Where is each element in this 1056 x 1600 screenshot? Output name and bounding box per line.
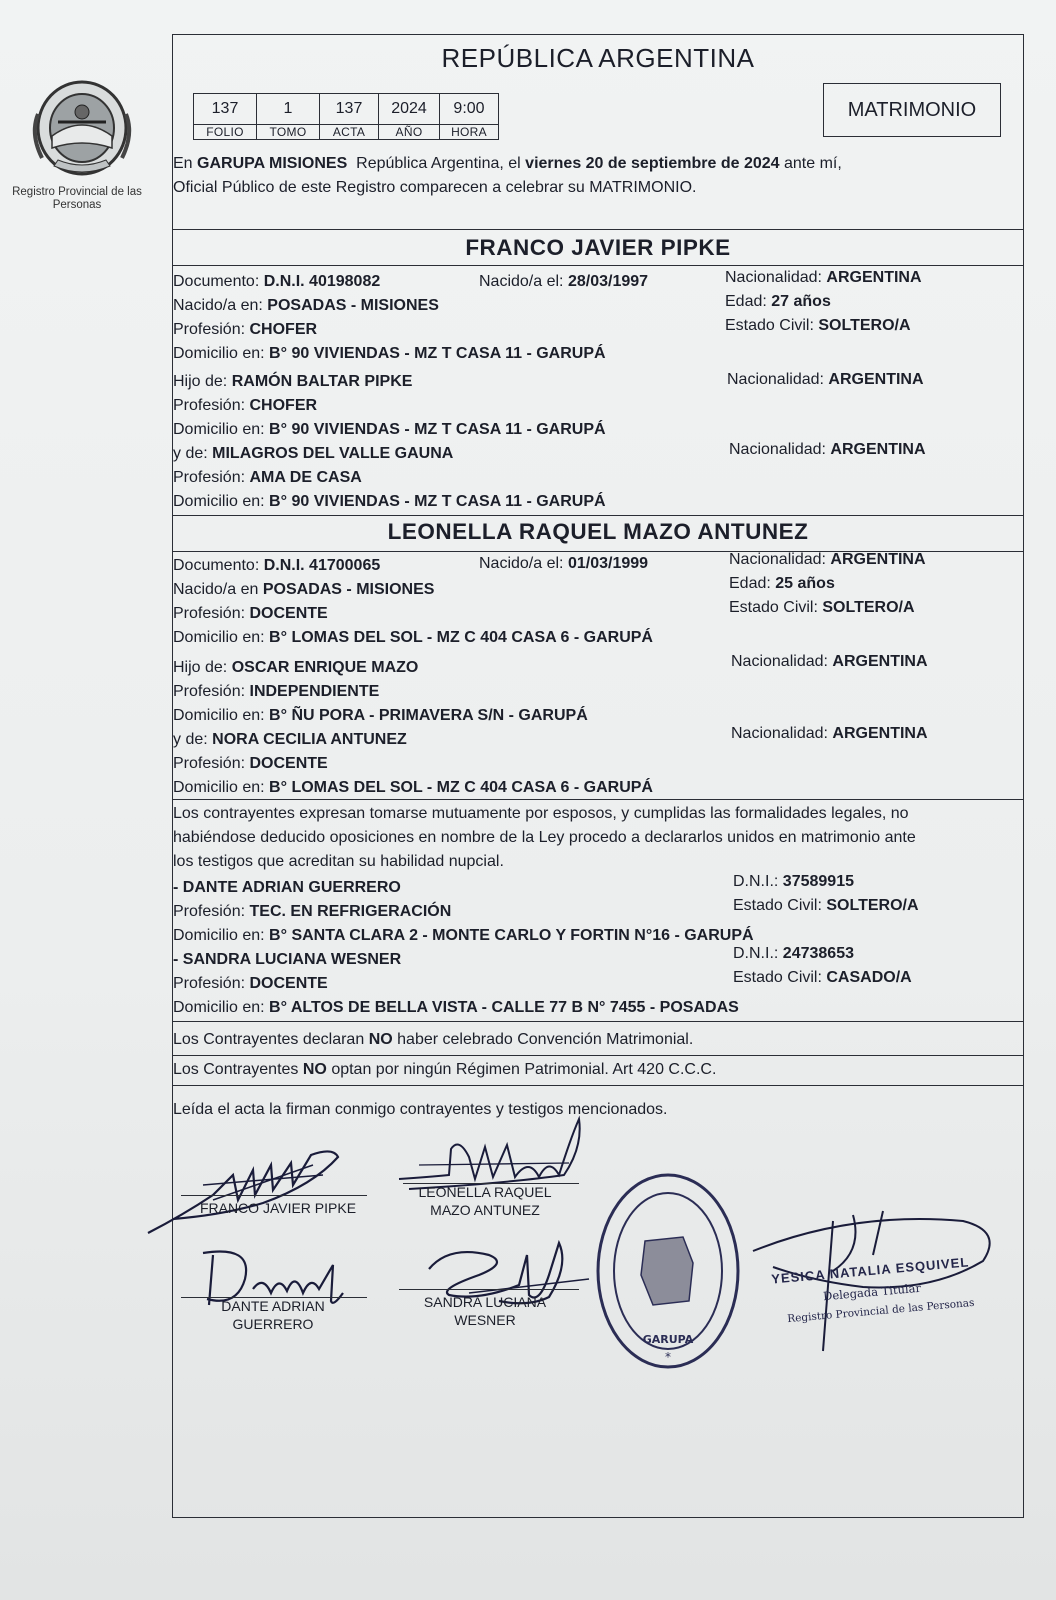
spouse2-father-address: Domicilio en: B° ÑU PORA - PRIMAVERA S/N - GARUPÁ: [173, 707, 588, 724]
witness2-address: Domicilio en: B° ALTOS DE BELLA VISTA - CALLE 77 B N° 7455 - POSADAS: [173, 999, 739, 1016]
hora-label: HORA: [440, 125, 499, 140]
divider: [173, 229, 1023, 230]
spouse1-father-address: Domicilio en: B° 90 VIVIENDAS - MZ T CASA 11 - GARUPÁ: [173, 421, 606, 438]
folio-value: 137: [194, 94, 257, 125]
official-title: Delegada Titular: [822, 1280, 922, 1304]
convention-statement: Los Contrayentes declaran NO haber celebrado Convención Matrimonial.: [173, 1031, 694, 1048]
witness2-name: - SANDRA LUCIANA WESNER: [173, 951, 402, 968]
svg-text:*: *: [665, 1350, 671, 1364]
spouse2-mother-profession: Profesión: DOCENTE: [173, 755, 328, 772]
ceremony-date: viernes 20 de septiembre de 2024: [525, 155, 780, 172]
country-title: REPÚBLICA ARGENTINA: [441, 43, 755, 73]
spouse2-nationality: Nacionalidad: ARGENTINA: [729, 551, 926, 568]
declaration-line-2: habiéndose deducido oposiciones en nombre de la Ley procedo a declararlos unidos en matrimonio ante: [173, 829, 916, 846]
witness2-dni: D.N.I.: 24738653: [733, 945, 854, 962]
divider: [173, 1021, 1023, 1022]
witness2-profession: Profesión: DOCENTE: [173, 975, 328, 992]
spouse1-birthplace: Nacido/a en: POSADAS - MISIONES: [173, 297, 439, 314]
spouse2-father-nationality: Nacionalidad: ARGENTINA: [731, 653, 928, 670]
official-organization: Registro Provincial de las Personas: [786, 1296, 975, 1326]
act-type-box: MATRIMONIO: [823, 83, 1001, 137]
place: GARUPA MISIONES: [197, 155, 348, 172]
ano-value: 2024: [379, 94, 440, 125]
spouse1-father: Hijo de: RAMÓN BALTAR PIPKE: [173, 373, 413, 390]
closing-statement: Leída el acta la firman conmigo contrayentes y testigos mencionados.: [173, 1101, 668, 1118]
spouse1-age: Edad: 27 años: [725, 293, 831, 310]
divider: [173, 1055, 1023, 1056]
spouse2-profession: Profesión: DOCENTE: [173, 605, 328, 622]
tomo-label: TOMO: [257, 125, 320, 140]
spouse1-civil-status: Estado Civil: SOLTERO/A: [725, 317, 911, 334]
folio-label: FOLIO: [194, 125, 257, 140]
spouse2-signature-name-2: MAZO ANTUNEZ: [430, 1202, 540, 1218]
spouse1-signature: [143, 1145, 353, 1235]
tomo-value: 1: [257, 94, 320, 125]
spouse1-mother-address: Domicilio en: B° 90 VIVIENDAS - MZ T CASA 11 - GARUPÁ: [173, 493, 606, 510]
spouse1-father-profession: Profesión: CHOFER: [173, 397, 318, 414]
spouse2-name: LEONELLA RAQUEL MAZO ANTUNEZ: [387, 519, 809, 544]
witness2-signature-name-2: WESNER: [454, 1312, 516, 1328]
spouse1-mother-profession: Profesión: AMA DE CASA: [173, 469, 362, 486]
signature-line: [181, 1195, 367, 1196]
acta-value: 137: [320, 94, 379, 125]
spouse1-name: FRANCO JAVIER PIPKE: [465, 235, 731, 260]
witness1-signature-name-1: DANTE ADRIAN: [221, 1298, 325, 1314]
witness1-dni: D.N.I.: 37589915: [733, 873, 854, 890]
declaration-line-3: los testigos que acreditan su habilidad nupcial.: [173, 853, 504, 870]
intro-line-1: En GARUPA MISIONES República Argentina, el viernes 20 de septiembre de 2024 ante mí,: [173, 155, 842, 172]
spouse2-address: Domicilio en: B° LOMAS DEL SOL - MZ C 404 CASA 6 - GARUPÁ: [173, 629, 653, 646]
official-seal-stamp: [593, 1171, 743, 1371]
ano-label: AÑO: [379, 125, 440, 140]
spouse2-father: Hijo de: OSCAR ENRIQUE MAZO: [173, 659, 419, 676]
divider: [173, 515, 1023, 516]
declaration-line-1: Los contrayentes expresan tomarse mutuamente por esposos, y cumplidas las formalidades legales, no: [173, 805, 909, 822]
divider: [173, 265, 1023, 266]
witness1-signature-name-2: GUERRERO: [232, 1316, 314, 1332]
witness1-profession: Profesión: TEC. EN REFRIGERACIÓN: [173, 903, 452, 920]
spouse1-mother: y de: MILAGROS DEL VALLE GAUNA: [173, 445, 454, 462]
spouse2-signature-name-1: LEONELLA RAQUEL: [418, 1184, 552, 1200]
spouse2-birthplace: Nacido/a en POSADAS - MISIONES: [173, 581, 435, 598]
signature-line: [399, 1289, 579, 1290]
spouse2-mother-nationality: Nacionalidad: ARGENTINA: [731, 725, 928, 742]
intro-line-2: Oficial Público de este Registro comparecen a celebrar su MATRIMONIO.: [173, 179, 697, 196]
witness1-name: - DANTE ADRIAN GUERRERO: [173, 879, 401, 896]
witness2-signature-name-1: SANDRA LUCIANA: [423, 1294, 547, 1310]
spouse1-father-nationality: Nacionalidad: ARGENTINA: [727, 371, 924, 388]
hora-value: 9:00: [440, 94, 499, 125]
spouse2-civil-status: Estado Civil: SOLTERO/A: [729, 599, 915, 616]
witness1-civil-status: Estado Civil: SOLTERO/A: [733, 897, 919, 914]
spouse2-birthdate: Nacido/a el: 01/03/1999: [479, 555, 649, 572]
spouse1-documento: Documento: D.N.I. 40198082: [173, 273, 381, 290]
spouse2-documento: Documento: D.N.I. 41700065: [173, 557, 381, 574]
spouse1-profession: Profesión: CHOFER: [173, 321, 318, 338]
registry-caption: Registro Provincial de las Personas: [12, 186, 142, 211]
spouse2-mother: y de: NORA CECILIA ANTUNEZ: [173, 731, 407, 748]
spouse1-nationality: Nacionalidad: ARGENTINA: [725, 269, 922, 286]
official-name: YESICA NATALIA ESQUIVEL: [770, 1254, 970, 1287]
spouse1-signature-name: FRANCO JAVIER PIPKE: [199, 1200, 357, 1216]
spouse1-mother-nationality: Nacionalidad: ARGENTINA: [729, 441, 926, 458]
provincial-emblem-logo: [28, 74, 136, 184]
record-table: [193, 93, 499, 140]
witness1-address: Domicilio en: B° SANTA CLARA 2 - MONTE CARLO Y FORTIN N°16 - GARUPÁ: [173, 927, 754, 944]
act-frame: [172, 34, 1024, 1518]
svg-text:GARUPA: GARUPA: [642, 1333, 694, 1346]
witness2-civil-status: Estado Civil: CASADO/A: [733, 969, 912, 986]
spouse1-birthdate: Nacido/a el: 28/03/1997: [479, 273, 649, 290]
regime-statement: Los Contrayentes NO optan por ningún Régimen Patrimonial. Art 420 C.C.C.: [173, 1061, 717, 1078]
spouse2-father-profession: Profesión: INDEPENDIENTE: [173, 683, 380, 700]
spouse2-age: Edad: 25 años: [729, 575, 835, 592]
divider: [173, 1085, 1023, 1086]
divider: [173, 799, 1023, 800]
spouse1-address: Domicilio en: B° 90 VIVIENDAS - MZ T CASA 11 - GARUPÁ: [173, 345, 606, 362]
spouse2-mother-address: Domicilio en: B° LOMAS DEL SOL - MZ C 404 CASA 6 - GARUPÁ: [173, 779, 653, 796]
acta-label: ACTA: [320, 125, 379, 140]
